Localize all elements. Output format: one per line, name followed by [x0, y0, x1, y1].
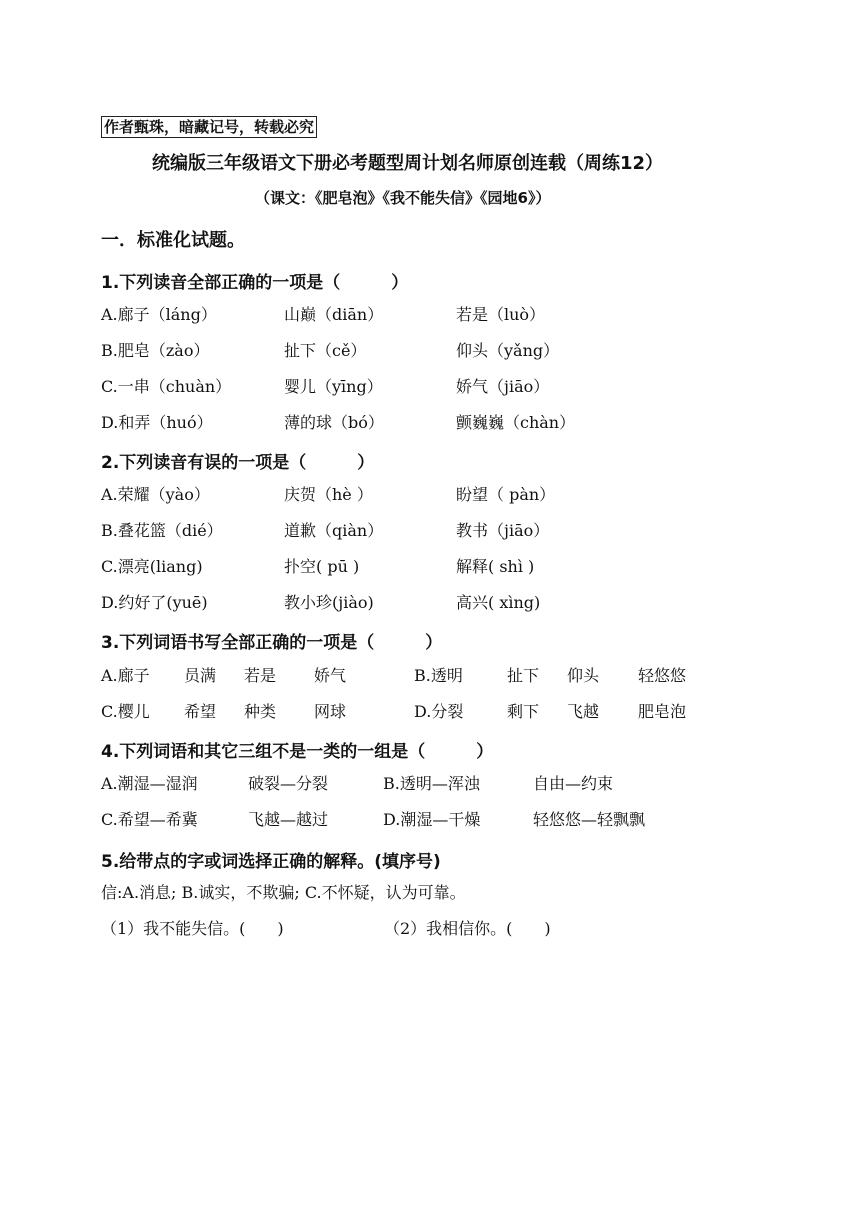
option-cell: C.一串（chuàn） [101, 377, 232, 396]
option-cell: 颤巍巍（chàn） [456, 413, 576, 432]
option-cell: 肥皂泡 [638, 702, 687, 721]
page-title: 统编版三年级语文下册必考题型周计划名师原创连载（周练12） [152, 153, 664, 174]
option-cell: A.廊子（láng） [101, 305, 217, 324]
question-3-row-1 [101, 663, 801, 689]
option-cell: 仰头（yǎng） [456, 341, 560, 360]
option-cell: 若是 [244, 666, 277, 685]
option-cell: 薄的球（bó） [284, 413, 384, 432]
option-cell: D.约好了(yuē) [101, 593, 208, 612]
option-cell: 娇气 [314, 666, 347, 685]
fill-item: （2）我相信你。( ) [384, 919, 551, 938]
option-cell: 教小珍(jiào) [284, 593, 374, 612]
option-cell: 轻悠悠—轻飘飘 [533, 810, 646, 829]
option-cell: 网球 [314, 702, 347, 721]
question-1-stem: 1.下列读音全部正确的一项是（ ） [101, 273, 409, 293]
question-3-row-2 [101, 699, 801, 725]
question-1-option-a [101, 302, 801, 328]
option-cell: 庆贺（hè ） [284, 485, 373, 504]
option-cell: 仰头 [567, 666, 600, 685]
question-2-option-c [101, 554, 801, 580]
option-cell: C.樱儿 [101, 702, 150, 721]
option-cell: 婴儿（yīng） [284, 377, 383, 396]
option-cell: 道歉（qiàn） [284, 521, 384, 540]
option-cell: A.潮湿—湿润 [101, 774, 198, 793]
question-5-stem: 5.给带点的字或词选择正确的解释。(填序号) [101, 852, 441, 872]
option-cell: D.分裂 [414, 702, 464, 721]
question-4-stem: 4.下列词语和其它三组不是一类的一组是（ ） [101, 742, 494, 762]
question-5-definition [101, 880, 801, 906]
question-1-option-b [101, 338, 801, 364]
question-2-option-d [101, 590, 801, 616]
option-cell: 自由—约束 [533, 774, 614, 793]
question-3-stem: 3.下列词语书写全部正确的一项是（ ） [101, 633, 443, 653]
question-2-option-a [101, 482, 801, 508]
option-cell: C.希望—希冀 [101, 810, 198, 829]
option-cell: B.透明 [414, 666, 463, 685]
option-cell: 员满 [184, 666, 217, 685]
question-2-stem: 2.下列读音有误的一项是（ ） [101, 453, 375, 473]
option-cell: 教书（jiāo） [456, 521, 550, 540]
option-cell: 飞越 [567, 702, 600, 721]
option-cell: 山巅（diān） [284, 305, 384, 324]
option-cell: 盼望（ pàn） [456, 485, 556, 504]
option-cell: A.廊子 [101, 666, 150, 685]
option-cell: 娇气（jiāo） [456, 377, 550, 396]
definition-text: 信:A.消息; B.诚实，不欺骗; C.不怀疑，认为可靠。 [101, 883, 466, 902]
option-cell: 解释( shì ) [456, 557, 535, 576]
option-cell: B.叠花篮（dié） [101, 521, 223, 540]
author-note: 作者甄珠，暗藏记号，转载必究 [101, 116, 317, 138]
option-cell: 扯下（cě） [284, 341, 367, 360]
option-cell: 高兴( xìng) [456, 593, 541, 612]
question-4-row-1 [101, 771, 801, 797]
option-cell: A.荣耀（yào） [101, 485, 210, 504]
option-cell: 破裂—分裂 [248, 774, 329, 793]
option-cell: 扯下 [507, 666, 540, 685]
option-cell: D.潮湿—干燥 [383, 810, 481, 829]
option-cell: 希望 [184, 702, 217, 721]
option-cell: B.肥皂（zào） [101, 341, 210, 360]
question-1-option-d [101, 410, 801, 436]
question-1-option-c [101, 374, 801, 400]
option-cell: 扑空( pū ) [284, 557, 360, 576]
option-cell: B.透明—浑浊 [383, 774, 480, 793]
page-subtitle: （课文：《肥皂泡》《我不能失信》《园地6》） [255, 189, 551, 207]
option-cell: D.和弄（huó） [101, 413, 213, 432]
option-cell: 剩下 [507, 702, 540, 721]
section-heading: 一．标准化试题。 [101, 230, 245, 251]
option-cell: 轻悠悠 [638, 666, 687, 685]
option-cell: C.漂亮(liang) [101, 557, 203, 576]
fill-item: （1）我不能失信。( ) [101, 919, 284, 938]
option-cell: 若是（luò） [456, 305, 546, 324]
question-5-items [101, 916, 801, 942]
option-cell: 飞越—越过 [248, 810, 329, 829]
option-cell: 种类 [244, 702, 277, 721]
question-2-option-b [101, 518, 801, 544]
question-4-row-2 [101, 807, 801, 833]
